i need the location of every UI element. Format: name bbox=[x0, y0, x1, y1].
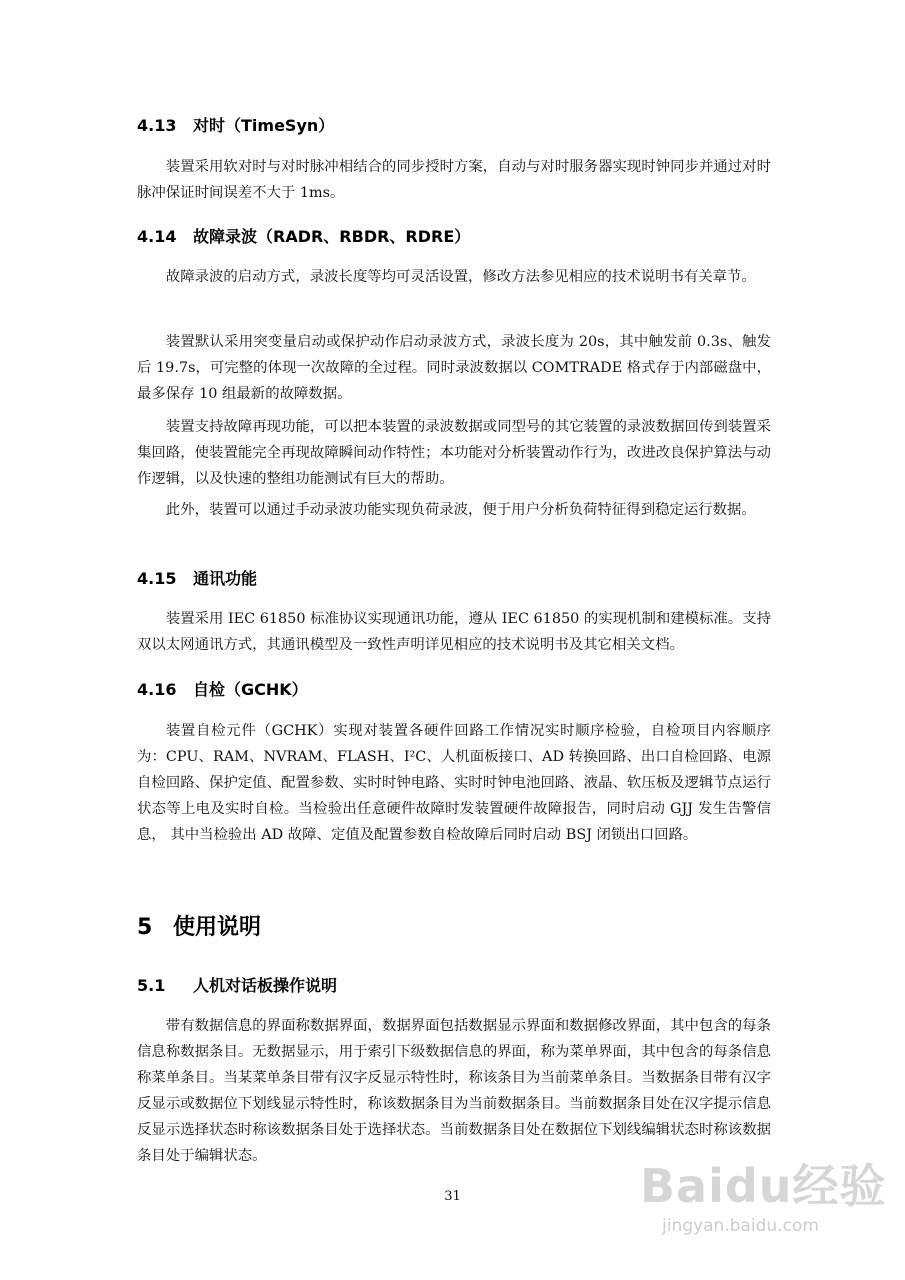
watermark-url: jingyan.baidu.com bbox=[662, 1216, 819, 1236]
section-title: 故障录波（RADR、RBDR、RDRE） bbox=[193, 227, 471, 246]
paragraph-recording-default: 装置默认采用突变量启动或保护动作启动录波方式，录波长度为 20s，其中触发前 0.3s、触发后 19.7s，可完整的体现一次故障的全过程。同时录波数据以 COMTRADE 格式存于内部磁盘中，最多保存 10 组最新的故障数据。 bbox=[137, 334, 771, 402]
paragraph-recording-config: 故障录波的启动方式，录波长度等均可灵活设置，修改方法参见相应的技术说明书有关章节。 bbox=[165, 269, 756, 285]
section-heading-4-15 bbox=[137, 566, 257, 589]
section-number: 4.14 bbox=[137, 227, 177, 246]
section-heading-4-13 bbox=[137, 113, 334, 136]
section-number: 4.16 bbox=[137, 680, 177, 699]
paragraph-hmi-description: 带有数据信息的界面称数据界面，数据界面包括数据显示界面和数据修改界面，其中包含的每条信息称数据条目。无数据显示，用于索引下级数据信息的界面，称为菜单界面，其中包含的每条信息称菜单条目。当某菜单条目带有汉字反显示特性时，称该条目为当前菜单条目。当数据条目带有汉字反显示或数据位下划线显示特性时，称该数据条目为当前数据条目。当前数据条目处在汉字提示信息反显示选择状态时称该数据条目处于选择状态。当前数据条目处在数据位下划线编辑状态时称该数据条目处于编辑状态。 bbox=[137, 1018, 771, 1164]
section-heading-5-1 bbox=[137, 973, 337, 996]
baidu-watermark bbox=[640, 1150, 890, 1260]
section-heading-4-14 bbox=[137, 224, 470, 247]
paragraph-timesync: 装置采用软对时与对时脉冲相结合的同步授时方案，自动与对时服务器实现时钟同步并通过对时脉冲保证时间误差不大于 1ms。 bbox=[137, 159, 771, 201]
chapter-heading-5 bbox=[137, 910, 261, 941]
watermark-logo: Baidu经验 bbox=[640, 1159, 887, 1213]
section-title: 对时（TimeSyn） bbox=[193, 116, 335, 135]
page-number: 31 bbox=[444, 1189, 461, 1204]
section-number: 4.13 bbox=[137, 116, 177, 135]
section-title: 通讯功能 bbox=[193, 569, 258, 588]
chapter-number: 5 bbox=[137, 915, 153, 940]
paragraph-communication: 装置采用 IEC 61850 标准协议实现通讯功能，遵从 IEC 61850 的实现机制和建模标准。支持双以太网通讯方式，其通讯模型及一致性声明详见相应的技术说明书及其它相关文档。 bbox=[137, 611, 771, 653]
section-title: 自检（GCHK） bbox=[193, 680, 308, 699]
section-title: 人机对话板操作说明 bbox=[193, 976, 338, 995]
paragraph-self-check: 装置自检元件（GCHK）实现对装置各硬件回路工作情况实时顺序检验，自检项目内容顺序为：CPU、RAM、NVRAM、FLASH、I²C、人机面板接口、AD 转换回路、出口自检回路、电源自检回路、保护定值、配置参数、实时时钟电路、实时时钟电池回路、液晶、软压板及逻辑节点运行状态等上电及实时自检。当检验出任意硬件故障时发装置硬件故障报告，同时启动 GJJ 发生告警信息， 其中当检验出 AD 故障、定值及配置参数自检故障后同时启动 BSJ 闭锁出口回路。 bbox=[137, 723, 771, 843]
chapter-title: 使用说明 bbox=[173, 915, 262, 940]
paragraph-load-recording: 此外，装置可以通过手动录波功能实现负荷录波，便于用户分析负荷特征得到稳定运行数据。 bbox=[165, 502, 756, 518]
section-number: 4.15 bbox=[137, 569, 177, 588]
section-number: 5.1 bbox=[137, 976, 166, 995]
paragraph-fault-replay: 装置支持故障再现功能，可以把本装置的录波数据或同型号的其它装置的录波数据回传到装置采集回路，使装置能完全再现故障瞬间动作特性；本功能对分析装置动作行为，改进改良保护算法与动作逻辑，以及快速的整组功能测试有巨大的帮助。 bbox=[137, 419, 771, 487]
section-heading-4-16 bbox=[137, 677, 308, 700]
